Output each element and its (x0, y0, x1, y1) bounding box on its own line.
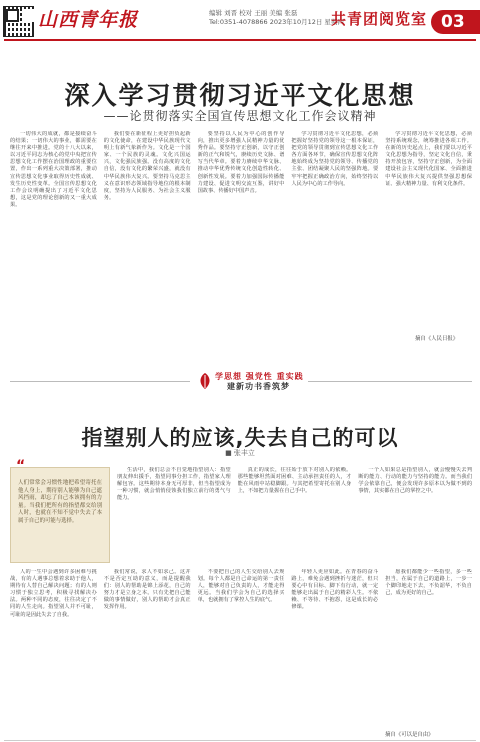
article1-column: 一切伟大的成就，都是接续奋斗的结果；一切伟大的事业，都需要在继往开来中推进。党的十八大以来，以习近平同志为核心的党中央把宣传思想文化工作摆在治国理政的重要位置，作出一系列重大决策部署，推动宣传思想文化事业取得历史性成就、发生历史性变革。全国宣传思想文化工作会议明确提出了习近平文化思想，这是党的理论创新的又一重大成果。 (10, 131, 97, 208)
article2-column: 一个人如果总是指望别人，就会慢慢失去判断的能力、行动的能力与坚持的能力。而当我们学会依靠自己，便会发现许多原本以为做不到的事情，其实都在自己的掌控之中。 (358, 467, 472, 495)
column-title: 共青团阅览室 (331, 10, 428, 28)
section-banner (193, 368, 305, 393)
article2-body-upper (117, 467, 472, 569)
page-meta (209, 9, 344, 27)
page-number-badge: 03 (431, 10, 480, 34)
article2-column: 年轻人更应如此。在青春的奋斗路上，难免会遇到挫折与迷茫，但只要心中有目标、脚下有行动，就一定能够走出属于自己的精彩人生。不依赖、不等待、不抱怨，这是成长的必修课。 (291, 569, 379, 611)
article2-body-lower (10, 569, 472, 729)
meta-contact-date: Tel:0351-4078866 2023年10月12日 星期四 (209, 18, 344, 26)
section-divider (308, 381, 472, 382)
article2-column: 愿我们都能少一些指望，多一些担当，在属于自己的道路上，一步一个脚印地走下去，不负韶华，不负自己，成为更好的自己。 (385, 569, 472, 597)
article1-subheadline: ——论贯彻落实全国宣传思想文化工作会议精神 (103, 109, 377, 123)
article1-source: 摘自《人民日报》 (415, 336, 459, 342)
article1-column: 学习贯彻习近平文化思想，必须坚持系统观念，统筹推进各项工作。在新的历史起点上，我们要以习近平文化思想为指导，坚定文化自信，秉持开放包容，坚持守正创新，为全面建设社会主义现代化国家、全面推进中华民族伟大复兴提供坚强思想保证、强大精神力量、有利文化条件。 (385, 131, 472, 187)
article2-headline: 指望别人的应该,失去自己的可以 (81, 426, 399, 450)
banner-line1: 学思想 强党性 重实践 (215, 372, 304, 381)
article1-headline: 深入学习贯彻习近平文化思想 (64, 81, 416, 110)
quote-mark-icon: “ (16, 458, 26, 474)
article1-column: 我们要在新征程上更好担负起新的文化使命，在建设中华民族现代文明上有新气象新作为。文化是一个国家、一个民族的灵魂。文化兴国运兴，文化强民族强。没有高度的文化自信，没有文化的繁荣兴盛，就没有中华民族伟大复兴。要坚持马克思主义在意识形态领域指导地位的根本制度，坚持为人民服务、为社会主义服务。 (103, 131, 191, 201)
leaf-icon (197, 372, 213, 390)
header-divider (4, 39, 476, 41)
page-header (0, 0, 480, 42)
article2-column: 我们常说，求人不如求己。这并不是否定互助的意义，而是提醒我们：别人的帮助是锦上添花，自己的努力才是立身之本。只有先把自己能做的事情做好，别人的帮助才会真正发挥作用。 (103, 569, 191, 611)
article1-column: 要坚持以人民为中心的创作导向，推出更多增强人民精神力量的优秀作品。要坚持守正创新，以守正创新的正气和锐气，赓续历史文脉、谱写当代华章。要着力赓续中华文脉、推动中华优秀传统文化创造性转化、创新性发展。要着力加强国际传播能力建设、促进文明交流互鉴，讲好中国故事、传播好中国声音。 (197, 131, 285, 194)
article2-pull-quote: 人们常常会习惯性地把希望寄托在他人身上，期待别人能够为自己遮风挡雨，却忘了自己本该拥有的力量。当我们把所有的指望都交给别人时，也就在不知不觉中失去了本属于自己的可能与选择。 (10, 467, 110, 563)
meta-editors: 编辑 刘晋 校对 王丽 美编 张磊 (209, 9, 298, 17)
article2-column: 人的一生中会遇到许多困难与挑战，有的人遇事总想着求助于他人，期待有人替自己解决问题；有的人则习惯于独立思考，积极寻找解决办法。两种不同的态度，往往决定了不同的人生走向。指望别人并不可耻，可耻的是因此失去了自我。 (10, 569, 97, 618)
article2-column: 生活中，我们总会不自觉地指望别人：指望朋友伸出援手，指望同事分担工作，指望家人理解包容。这些期待本身无可厚非，但当指望成为一种习惯，就会悄悄侵蚀我们独立前行的勇气与能力。 (117, 467, 231, 502)
article1-body (10, 131, 472, 344)
article1-column: 学习贯彻习近平文化思想，必须把握好坚持党的领导这一根本保证，把党的领导贯彻到宣传思想文化工作各方面各环节，确保宣传思想文化阵地始终成为坚持党的领导、传播党的主张、团结凝聚人民的坚强阵地。要牢牢把握正确政治方向，始终坚持以人民为中心的工作导向。 (291, 131, 379, 187)
footer-divider (4, 740, 476, 741)
section-divider (10, 381, 190, 382)
article2-source: 摘自《可以是自由》 (385, 732, 434, 738)
article2-column: 真正的成长，往往始于放下对别人的依赖。那些能够坦然面对困难、主动承担责任的人，才能在风雨中站稳脚跟。与其把希望寄托在别人身上，不如把力量握在自己手中。 (237, 467, 352, 495)
newspaper-masthead: 山西青年报 (38, 9, 139, 31)
qr-code-icon (3, 6, 34, 37)
banner-line2: 建新功书香筑梦 (227, 382, 290, 391)
article2-column: 不要把自己的人生交给别人去规划。每个人都是自己命运的第一责任人，能够对自己负责的人，才能走得更远。当我们学会为自己的选择买单，也就拥有了掌控人生的底气。 (197, 569, 285, 604)
article2-author: ■ 张丰立 (225, 449, 255, 457)
